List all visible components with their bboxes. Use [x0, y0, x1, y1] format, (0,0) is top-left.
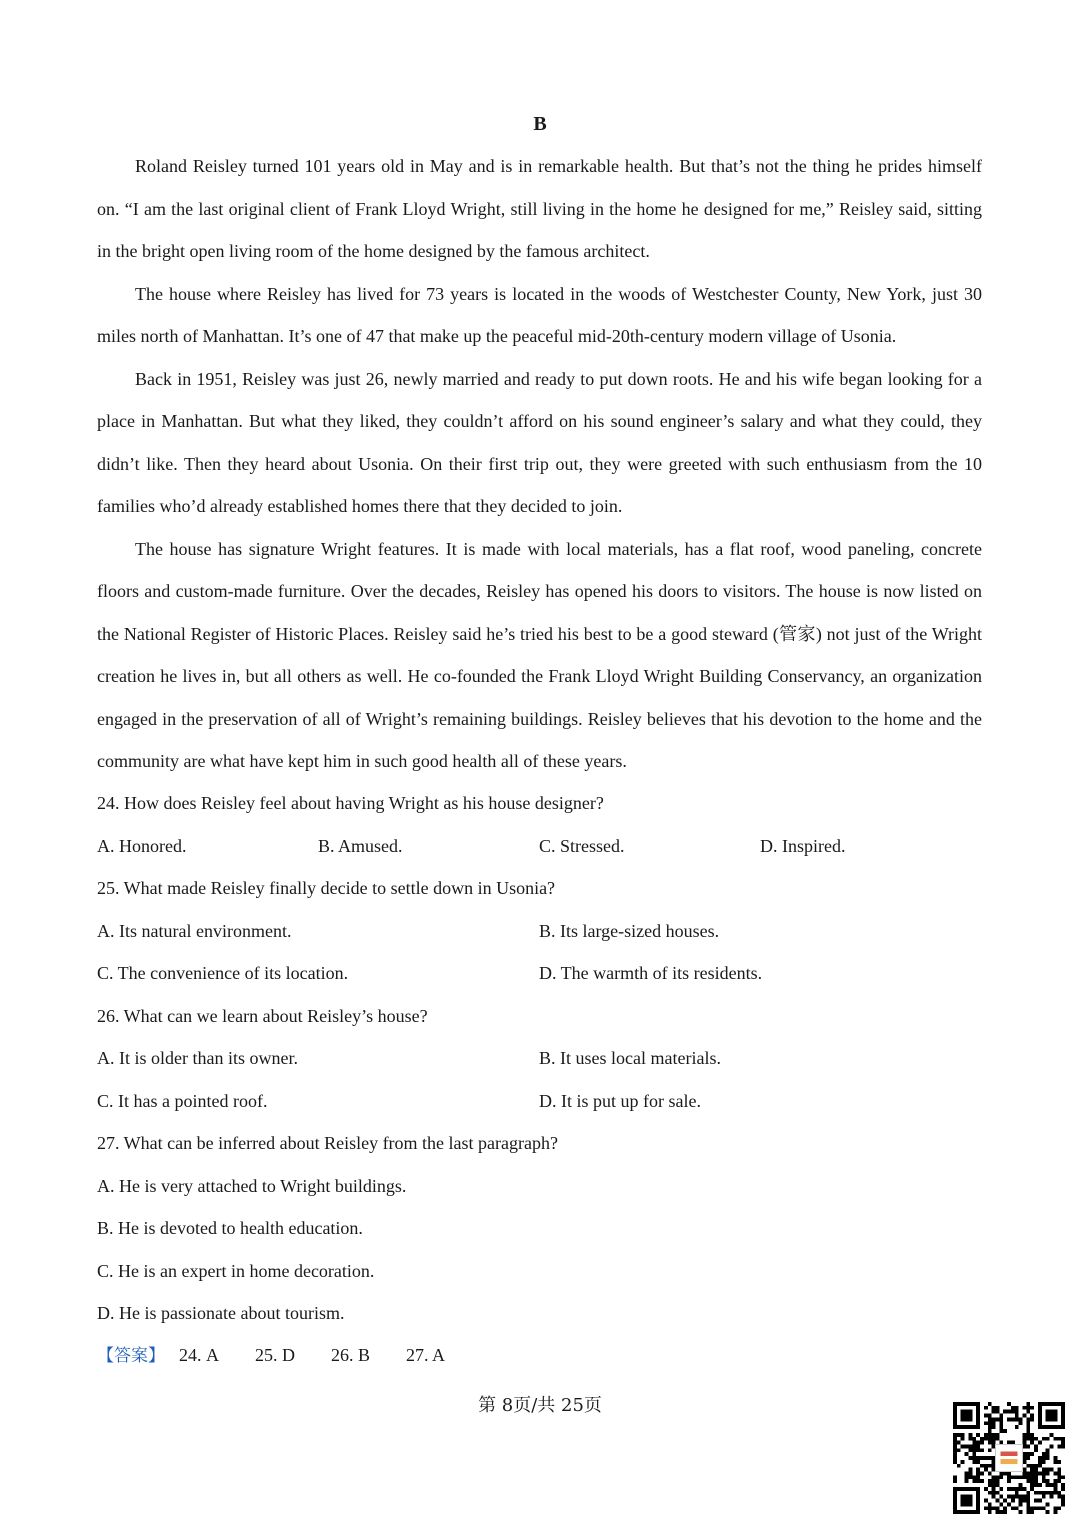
question-stem: 25. What made Reisley finally decide to settle down in Usonia? — [97, 878, 556, 898]
paragraph-4: The house has signature Wright features. It is made with local materials, has a flat roof, wood paneling, concrete floors and custom-made furniture. Over the decades, Reisley has opened his doors to visitors. The house is now listed on the National Register of Historic Places. Reisley said he’s tried his best to be a good steward (管家) not just of the Wright creation he lives in, but all others as well. He co-founded the Frank Lloyd Wright Building Conservancy, an organization engaged in the preservation of all of Wright’s remaining buildings. Reisley believes that his devotion to the home and the community are what have kept him in such good health all of these years. — [97, 538, 982, 771]
question-stem: 27. What can be inferred about Reisley from the last paragraph? — [97, 1133, 558, 1153]
option-a: A. Its natural environment. — [97, 920, 292, 941]
option-b: B. He is devoted to health education. — [97, 1218, 363, 1238]
option-b: B. Amused. — [318, 835, 403, 856]
section-title: B — [533, 113, 547, 135]
option-c: C. Stressed. — [539, 835, 625, 856]
option-a: A. It is older than its owner. — [97, 1048, 298, 1068]
option-c: C. He is an expert in home decoration. — [97, 1260, 375, 1281]
option-a: A. Honored. — [97, 835, 187, 856]
option-d: D. The warmth of its residents. — [539, 963, 763, 983]
qr-code-icon — [953, 1402, 1065, 1514]
option-c: C. The convenience of its location. — [97, 963, 349, 983]
option-d: D. It is put up for sale. — [539, 1090, 701, 1111]
option-c: C. It has a pointed roof. — [97, 1090, 268, 1111]
answer-25: 25. D — [255, 1345, 295, 1365]
option-b: B. It uses local materials. — [539, 1048, 721, 1068]
question-26 — [97, 995, 982, 1123]
option-b: B. Its large-sized houses. — [539, 920, 720, 941]
question-25 — [97, 867, 982, 995]
option-d: D. He is passionate about tourism. — [97, 1303, 345, 1323]
option-d: D. Inspired. — [760, 835, 846, 856]
question-27 — [97, 1122, 982, 1335]
question-24 — [97, 782, 982, 867]
answer-key — [97, 1334, 467, 1378]
answer-24: 24. A — [179, 1345, 219, 1365]
answer-26: 26. B — [331, 1345, 371, 1365]
answer-label: 【答案】 — [97, 1346, 165, 1366]
question-stem: 24. How does Reisley feel about having Wright as his house designer? — [97, 793, 604, 813]
page-footer: 第 8页/共 25页 — [478, 1395, 602, 1416]
option-a: A. He is very attached to Wright buildings. — [97, 1175, 407, 1196]
question-stem: 26. What can we learn about Reisley’s house? — [97, 1005, 428, 1026]
paragraph-2: The house where Reisley has lived for 73 years is located in the woods of Westchester County, New York, just 30 miles north of Manhattan. It’s one of 47 that make up the peaceful mid-20th-century modern village of Usonia. — [97, 283, 982, 346]
paragraph-3: Back in 1951, Reisley was just 26, newly married and ready to put down roots. He and his wife began looking for a place in Manhattan. But what they liked, they couldn’t afford on his sound engineer’s salary and what they could, they didn’t like. Then they heard about Usonia. On their first trip out, they were greeted with such enthusiasm from the 10 families who’d already established homes there that they decided to join. — [97, 368, 982, 516]
questions — [97, 782, 982, 1335]
passage — [97, 145, 982, 783]
answer-27: 27. A — [406, 1345, 446, 1365]
paragraph-1: Roland Reisley turned 101 years old in May and is in remarkable health. But that’s not the thing he prides himself on. “I am the last original client of Frank Lloyd Wright, still living in the home he designed for me,” Reisley said, sitting in the bright open living room of the home designed by the famous architect. — [97, 156, 982, 261]
